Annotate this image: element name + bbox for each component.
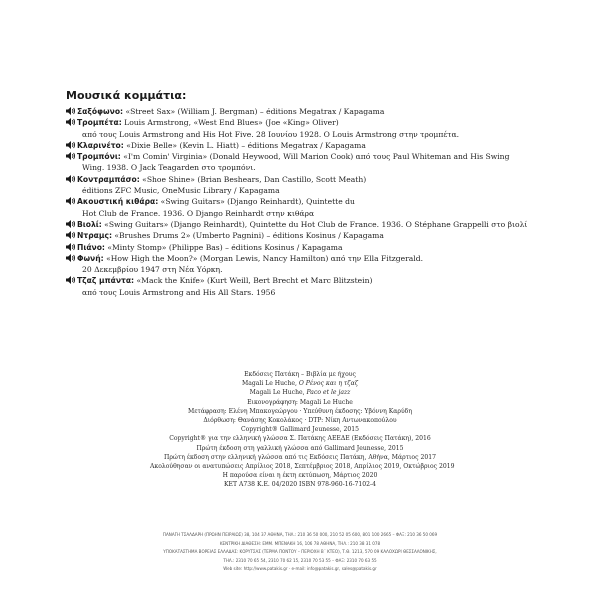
speaker-icon[interactable] (66, 254, 76, 262)
instrument-label: Ντραμς: (77, 231, 112, 241)
copyright-gr-line: Copyright® για την ελληνική γλώσσα Σ. Πατάκης ΑΕΕΔΕ (Εκδόσεις Πατάκη), 2016 (169, 435, 431, 443)
track-description: «I'm Comin' Virginia» (Donald Heywood, Will Marion Cook) από τους Paul Whiteman and His Swing (120, 152, 510, 162)
track-description: «Mack the Knife» (Kurt Weill, Bert Brecht et Marc Blitzstein) (134, 276, 373, 286)
track-description: Louis Armstrong, «West End Blues» (Joe «King» Oliver) (121, 118, 339, 128)
speaker-icon[interactable] (66, 220, 76, 228)
track-description: «Shoe Shine» (Brian Beshears, Dan Castillo, Scott Meath) (139, 174, 367, 184)
publisher-web: Web site: http://www.patakis.gr · e-mail: info@patakis.gr, sales@patakis.gr (223, 566, 377, 572)
book-title-fr: Paco et le jazz (306, 389, 351, 397)
illustration-line: Εικονογράφηση: Magali Le Huche (247, 398, 353, 406)
series-line: Εκδόσεις Πατάκη – Βιβλία με ήχους (244, 371, 356, 378)
track-item (66, 230, 586, 241)
track-item (66, 242, 586, 253)
publisher-distribution: ΚΕΝΤΡΙΚΗ ΔΙΑΘΕΣΗ: ΕΜΜ. ΜΠΕΝΑΚΗ 16, 106 78 ΑΘΗΝΑ, ΤΗΛ.: 210 38 31 078 (219, 540, 381, 546)
first-edition-gr-line: Πρώτη έκδοση στην ελληνική γλώσσα από τις Εκδόσεις Πατάκη, Αθήνα, Μάρτιος 2017 (164, 453, 436, 461)
instrument-label: Σαξόφωνο: (77, 107, 124, 116)
title-fr-line (150, 388, 450, 397)
instrument-label: Τζαζ μπάντα: (77, 276, 135, 286)
book-title-gr: Ο Ρένος και η τζαζ (298, 380, 359, 388)
track-description-continued: 20 Δεκεμβρίου 1947 στη Νέα Υόρκη. (82, 265, 223, 275)
credits-block (150, 370, 455, 490)
instrument-label: Τρομπόνι: (77, 152, 121, 162)
publisher-info (70, 531, 530, 574)
track-item (66, 140, 586, 151)
track-description: «How High the Moon?» (Morgan Lewis, Nancy Hamilton) από την Ella Fitzgerald. (103, 253, 423, 263)
track-description-continued: Hot Club de France. 1936. Ο Django Reinhardt στην κιθάρα (82, 208, 315, 218)
track-item (66, 174, 586, 197)
publisher-branch-phone: ΤΗΛ.: 2310 70 65 54, 2310 70 62 15, 2310 70 53 55 – ΦΑΞ: 2310 70 63 55 (223, 557, 377, 563)
publisher-branch: ΥΠΟΚΑΤΑΣΤΗΜΑ ΒΟΡΕΙΑΣ ΕΛΛΑΔΑΣ: ΚΟΡΥΤΣΑΣ (ΤΕΡΜΑ ΠΟΝΤΟΥ – ΠΕΡΙΟΧΗ Β΄ ΚΤΕΟ), Τ.Θ. 1213, 570 09 ΚΑΛΟΧΩΡΙ ΘΕΣΣΑΛΟΝΙΚΗΣ, (163, 549, 437, 555)
speaker-icon[interactable] (66, 243, 76, 251)
track-description: «Street Sax» (William J. Bergman) – éditions Megatrax / Kapagama (123, 107, 385, 116)
instrument-label: Ακουστική κιθάρα: (77, 197, 159, 207)
track-description: «Brushes Drums 2» (Umberto Pagnini) – éditions Kosinus / Kapagama (111, 231, 384, 241)
track-description: «Swing Guitars» (Django Reinhardt), Quintette du (158, 197, 355, 207)
instrument-label: Βιολί: (77, 219, 102, 229)
track-description-continued: από τους Louis Armstrong and His All Stars. 1956 (82, 287, 276, 297)
instrument-label: Φωνή: (77, 253, 104, 263)
track-item (66, 275, 586, 298)
track-item (66, 117, 586, 140)
proofreading-line: Διόρθωση: Θανάσης Κοκολάκος · DTP: Νίκη Αντωνακοπούλου (203, 417, 397, 425)
instrument-label: Τρομπέτα: (77, 118, 122, 128)
author-name: Magali Le Huche, (241, 380, 297, 388)
track-list (66, 106, 586, 298)
speaker-icon[interactable] (66, 197, 76, 205)
copyright-fr-line: Copyright® Gallimard Jeunesse, 2015 (240, 426, 360, 434)
author-name: Magali Le Huche, (249, 389, 305, 397)
isbn-line: ΚΕΤ Α738 Κ.Ε. 04/2020 ISBN 978-960-16-7102-4 (223, 481, 376, 489)
speaker-icon[interactable] (66, 231, 76, 239)
current-print-line: Η παρούσα είναι η έκτη εκτύπωση, Μάρτιος 2020 (222, 472, 378, 480)
title-gr-line (150, 379, 450, 388)
track-item (66, 196, 586, 219)
track-item (66, 219, 586, 230)
instrument-label: Κλαρινέτο: (77, 140, 124, 150)
track-item (66, 106, 586, 117)
track-description-continued: από τους Louis Armstrong and His Hot Five. 28 Ιουνίου 1928. Ο Louis Armstrong στην τρομπέτα. (82, 129, 459, 139)
instrument-label: Κοντραμπάσο: (77, 174, 140, 184)
speaker-icon[interactable] (66, 107, 76, 115)
speaker-icon[interactable] (66, 152, 76, 160)
track-description: «Minty Stomp» (Philippe Bas) – éditions Kosinus / Kapagama (104, 242, 343, 252)
section-heading: Μουσικά κομμάτια: (66, 89, 187, 102)
track-description: «Dixie Belle» (Kevin L. Hiatt) – éditions Megatrax / Kapagama (123, 140, 366, 150)
speaker-icon[interactable] (66, 276, 76, 284)
translation-line: Μετάφραση: Ελένη Μπακογεώργου · Υπεύθυνη έκδοσης: Υβόννη Καρύδη (188, 407, 412, 415)
track-description-continued: Wing. 1938. Ο Jack Teagarden στο τρομπόνι. (82, 163, 256, 173)
first-edition-fr-line: Πρώτη έκδοση στη γαλλική γλώσσα από Gallimard Jeunesse, 2015 (196, 444, 404, 452)
track-description: «Swing Guitars» (Django Reinhardt), Quintette du Hot Club de France. 1936. Ο Stéphane Grappelli στο βιολί (101, 219, 528, 229)
track-item (66, 253, 586, 276)
speaker-icon[interactable] (66, 118, 76, 126)
reprints-line: Ακολούθησαν οι ανατυπώσεις Απρίλιος 2018, Σεπτέμβριος 2018, Απρίλιος 2019, Οκτώβριος 2019 (150, 463, 455, 471)
speaker-icon[interactable] (66, 141, 76, 149)
track-description-continued: éditions ZFC Music, OneMusic Library / Kapagama (82, 186, 280, 196)
instrument-label: Πιάνο: (77, 242, 105, 252)
speaker-icon[interactable] (66, 175, 76, 183)
track-item (66, 151, 586, 174)
publisher-address: ΠΑΝΑΓΗ ΤΣΑΛΔΑΡΗ (ΠΡΩΗΝ ΠΕΙΡΑΙΩΣ) 38, 104 37 ΑΘΗΝΑ, ΤΗΛ.: 210 36 50 000, 210 52 05 600, 801 100 2665 – ΦΑΞ: 210 36 50 069 (162, 532, 438, 537)
